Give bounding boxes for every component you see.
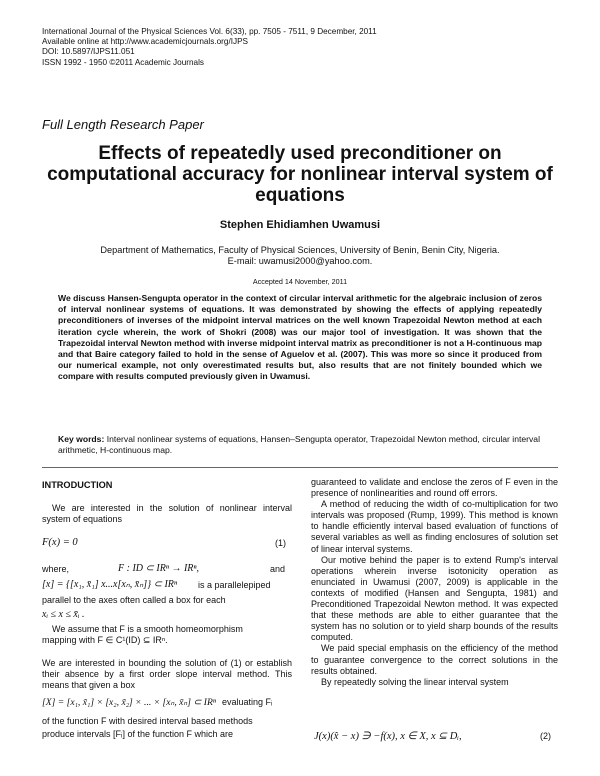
- paper-type: Full Length Research Paper: [42, 117, 204, 132]
- paragraph: Our motive behind the paper is to extend Rump's interval operations wherein inverse isotonicity operation as enunciated in Uwamusi (2007, 2009) is applicable in the contexts of modified (Hansen and Sengupta, 1981) and Preconditioned Trapezoidal Newton method. It was expected that these methods are able to either guarantee that the system has no solution or to yield sharp bounds of the results computed.: [311, 554, 558, 643]
- keywords-label: Key words:: [58, 434, 105, 444]
- assumption-paragraph: [42, 624, 292, 646]
- paragraph: We assume that F is a smooth homeomorphism: [52, 624, 243, 634]
- paragraph: guaranteed to validate and enclose the zeros of F even in the presence of nonlinearities and round off errors.: [311, 477, 558, 499]
- bounding-paragraph: [42, 658, 292, 691]
- section-divider: [42, 467, 558, 468]
- box-continuation: parallel to the axes often called a box for each: [42, 595, 226, 605]
- where-word: where,: [42, 564, 70, 574]
- paragraph: A method of reducing the width of co-multiplication for two intervals was proposed (Rump, 1999). This method is known to handle efficiently interval based evaluation of functions of several variables as well as finding enclosures of solution set of linear interval systems.: [311, 499, 558, 554]
- and-word: and: [270, 564, 286, 574]
- keywords: [58, 434, 542, 456]
- equation-2: J(x)(x̂ − x) ∋ −f(x), x ∈ X, x ⊆ Dᵢ,: [314, 731, 462, 742]
- box2-text: evaluating Fᵢ: [222, 697, 273, 707]
- email: E-mail: uwamusi2000@yahoo.com.: [227, 256, 373, 266]
- box-math: [x] = {[x₁, x̄₁] x...x[xₙ, x̄ₙ]} ⊂ IRⁿ: [42, 579, 178, 590]
- equation-number: (1): [275, 538, 286, 548]
- box2-math: [X] = [x₁, x̃₁] × [x₂, x̃₂] × ... × [xₙ, x̃ₙ] ⊂ IRⁿ: [42, 697, 216, 708]
- paragraph: of the function F with desired interval based methods: [42, 716, 253, 726]
- equation-1: F(x) = 0: [42, 537, 78, 548]
- equation-number: (2): [540, 731, 551, 741]
- header-line: Available online at http://www.academicjournals.org/IJPS: [42, 37, 249, 47]
- left-column: [42, 503, 292, 525]
- paragraph: mapping with F ∈ C¹(ID) ⊆ IRⁿ.: [42, 635, 168, 646]
- affiliation-block: [40, 245, 560, 267]
- author-name: Stephen Ehidiamhen Uwamusi: [219, 219, 381, 231]
- section-heading: INTRODUCTION: [42, 480, 113, 490]
- paragraph: We are interested in the solution of nonlinear interval system of equations: [42, 503, 292, 525]
- box-bounds: xᵢ ≤ x ≤ x̄ᵢ .: [42, 609, 85, 620]
- accepted-date: Accepted 14 November, 2011: [252, 277, 348, 286]
- paper-title: Effects of repeatedly used preconditioner on computational accuracy for nonlinear interval system of equations: [47, 143, 553, 206]
- header-line: ISSN 1992 - 1950 ©2011 Academic Journals: [42, 57, 204, 67]
- paragraph: By repeatedly solving the linear interval system: [321, 676, 509, 687]
- paragraph: This means that given a box: [42, 669, 292, 691]
- abstract: We discuss Hansen-Sengupta operator in the context of circular interval arithmetic for the algebraic inclusion of zeros of interval nonlinear systems of equations. It was demonstrated by showing the effects of applying repeatedly preconditioners of inverses of the midpoint interval matrices on the well known Trapezoidal Newton method at each iteration cycle wherein, the work of Shokri (2008) was our major tool of investigation. It was shown that the Trapezoidal interval Newton method with inverse midpoint interval matrix as preconditioner is not a H-continuous map and that Baire category failed to hold in the sense of Aguelov et al. (2007). This was more so since it produced from our numerical example, not only overestimated results but, also results that are not finitely bounded which we compare with results computed previously given in Uwamusi.: [58, 293, 542, 382]
- header-line: DOI: 10.5897/IJPS11.051: [42, 47, 135, 57]
- paragraph: We paid special emphasis on the efficiency of the method to guarantee convergence to the correct solutions in the results obtained.: [311, 643, 558, 676]
- right-column: [311, 477, 558, 688]
- mapping-math: F : ID ⊂ IRⁿ → IRⁿ,: [118, 563, 200, 574]
- header-line: International Journal of the Physical Sciences Vol. 6(33), pp. 7505 - 7511, 9 December, 2011: [42, 27, 377, 36]
- paragraph: produce intervals [Fᵢ] of the function F which are: [42, 729, 234, 739]
- journal-header: [42, 27, 377, 68]
- box-text: is a parallelepiped: [198, 580, 271, 590]
- keywords-text: Interval nonlinear systems of equations, Hansen–Sengupta operator, Trapezoidal Newton method, circular interval arithmetic, H-continuous map.: [58, 434, 540, 455]
- paragraph: We are interested in bounding the solution of (1) or establish their absence by a first order slope interval method.: [42, 658, 292, 680]
- affiliation: Department of Mathematics, Faculty of Physical Sciences, University of Benin, Benin City, Nigeria.: [100, 245, 500, 255]
